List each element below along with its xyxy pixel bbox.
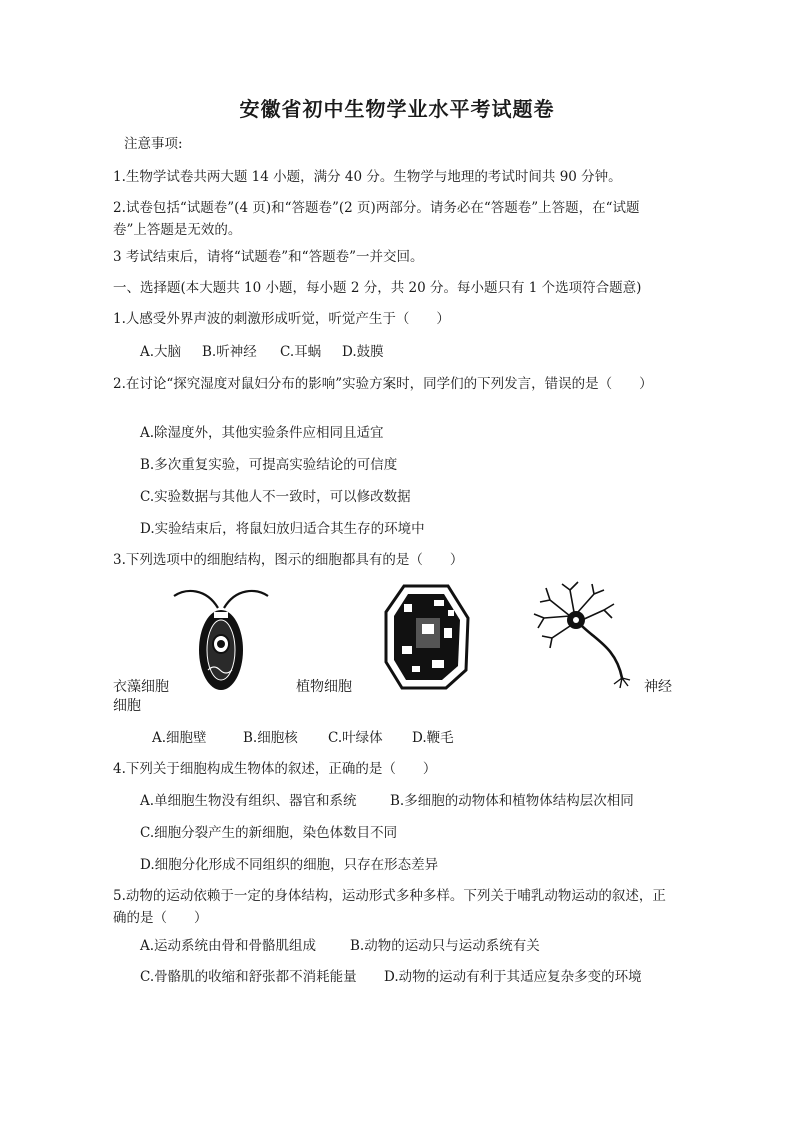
figure-label-chlamydomonas: 衣藻细胞 bbox=[113, 679, 169, 695]
figure-label-cell: 细胞 bbox=[113, 698, 141, 714]
q3-option-c: C.叶绿体 bbox=[328, 730, 383, 746]
q5-option-b: B.动物的运动只与运动系统有关 bbox=[350, 938, 540, 954]
figure-label-plant-cell: 植物细胞 bbox=[296, 679, 352, 695]
q4-option-b: B.多细胞的动物体和植物体结构层次相同 bbox=[390, 793, 634, 809]
notice-item-2: 2.试卷包括“试题卷”(4 页)和“答题卷”(2 页)两部分。请务必在“答题卷”上答题，在“试题卷”上答题是无效的。 bbox=[113, 200, 640, 238]
q2-option-b: B.多次重复实验，可提高实验结论的可信度 bbox=[140, 457, 398, 473]
q1-option-c: C.耳蜗 bbox=[280, 344, 322, 360]
q4-option-a: A.单细胞生物没有组织、器官和系统 bbox=[140, 793, 357, 809]
q3-option-a: A.细胞壁 bbox=[152, 730, 207, 746]
q1-option-a: A.大脑 bbox=[140, 344, 182, 360]
notice-heading: 注意事项: bbox=[124, 136, 183, 152]
q4-option-c: C.细胞分裂产生的新细胞，染色体数目不同 bbox=[140, 825, 398, 841]
q5-option-a: A.运动系统由骨和骨骼肌组成 bbox=[140, 938, 317, 954]
section-heading: 一、选择题(本大题共 10 小题，每小题 2 分，共 20 分。每小题只有 1 个选项符合题意) bbox=[113, 280, 642, 296]
figure-label-nerve: 神经 bbox=[644, 679, 672, 695]
q2-option-d: D.实验结束后，将鼠妇放归适合其生存的环境中 bbox=[140, 521, 425, 537]
q1-option-d: D.鼓膜 bbox=[342, 344, 384, 360]
chlamydomonas-cell-figure bbox=[166, 584, 276, 696]
plant-cell-figure bbox=[382, 582, 472, 692]
question-2-stem: 2.在讨论“探究湿度对鼠妇分布的影响”实验方案时，同学们的下列发言，错误的是（ ） bbox=[113, 376, 653, 392]
question-1-stem: 1.人感受外界声波的刺激形成听觉，听觉产生于（ ） bbox=[113, 311, 450, 327]
notice-item-3: 3 考试结束后，请将“试题卷”和“答题卷”一并交回。 bbox=[113, 249, 424, 265]
question-4-stem: 4.下列关于细胞构成生物体的叙述，正确的是（ ） bbox=[113, 761, 437, 777]
page-title: 安徽省初中生物学业水平考试题卷 bbox=[239, 97, 555, 121]
notice-item-1: 1.生物学试卷共两大题 14 小题，满分 40 分。生物学与地理的考试时间共 90 分钟。 bbox=[113, 169, 622, 185]
question-5-stem: 5.动物的运动依赖于一定的身体结构，运动形式多种多样。下列关于哺乳动物运动的叙述，正确的是（ ） bbox=[113, 888, 666, 926]
q5-option-c: C.骨骼肌的收缩和舒张都不消耗能量 bbox=[140, 969, 357, 985]
q2-option-c: C.实验数据与其他人不一致时，可以修改数据 bbox=[140, 489, 411, 505]
q5-option-d: D.动物的运动有利于其适应复杂多变的环境 bbox=[384, 969, 642, 985]
neuron-cell-figure bbox=[530, 580, 650, 692]
q2-option-a: A.除湿度外，其他实验条件应相同且适宜 bbox=[140, 425, 384, 441]
question-3-stem: 3.下列选项中的细胞结构，图示的细胞都具有的是（ ） bbox=[113, 552, 464, 568]
q3-option-d: D.鞭毛 bbox=[412, 730, 454, 746]
q4-option-d: D.细胞分化形成不同组织的细胞，只存在形态差异 bbox=[140, 857, 439, 873]
q1-option-b: B.听神经 bbox=[202, 344, 257, 360]
q3-option-b: B.细胞核 bbox=[243, 730, 298, 746]
